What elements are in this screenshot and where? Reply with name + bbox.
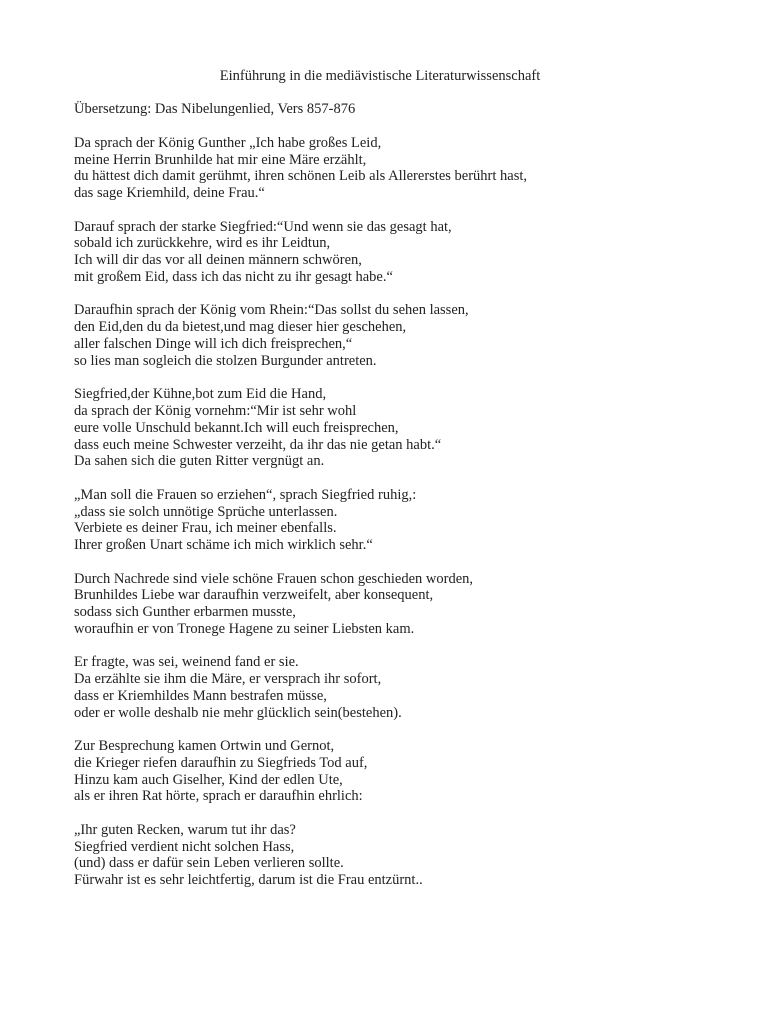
stanza	[74, 487, 734, 554]
verse-line: du hättest dich damit gerühmt, ihren schönen Leib als Allererstes berührt hast,	[74, 168, 528, 185]
verse-line: aller falschen Dinge will ich dich freisprechen,“	[74, 335, 353, 352]
verse-line: da sprach der König vornehm:“Mir ist sehr wohl	[74, 402, 357, 419]
verse-line: Ihrer großen Unart schäme ich mich wirklich sehr.“	[74, 537, 373, 554]
stanza	[74, 738, 734, 805]
stanza	[74, 571, 734, 638]
verse-line: dass euch meine Schwester verzeiht, da ihr das nie getan habt.“	[74, 436, 442, 453]
verse-line: Darauf sprach der starke Siegfried:“Und wenn sie das gesagt hat,	[74, 218, 452, 235]
verse-line: „Man soll die Frauen so erziehen“, sprach Siegfried ruhig,:	[74, 486, 417, 503]
verse-line: Verbiete es deiner Frau, ich meiner ebenfalls.	[74, 520, 337, 537]
verse-line: Siegfried,der Kühne,bot zum Eid die Hand,	[74, 386, 327, 403]
verse-line: Siegfried verdient nicht solchen Hass,	[74, 838, 295, 855]
verse-line: „Ihr guten Recken, warum tut ihr das?	[74, 821, 296, 838]
verse-line: mit großem Eid, dass ich das nicht zu ihr gesagt habe.“	[74, 268, 393, 285]
document-title: Einführung in die mediävistische Literaturwissenschaft	[219, 68, 541, 84]
stanza	[74, 135, 734, 202]
verse-line: Da erzählte sie ihm die Märe, er versprach ihr sofort,	[74, 671, 382, 688]
verse-line: Brunhildes Liebe war daraufhin verzweifelt, aber konsequent,	[74, 587, 434, 604]
stanza	[74, 654, 734, 721]
verse-line: als er ihren Rat hörte, sprach er daraufhin ehrlich:	[74, 788, 363, 805]
verse-line: (und) dass er dafür sein Leben verlieren sollte.	[74, 855, 344, 872]
verse-line: Er fragte, was sei, weinend fand er sie.	[74, 654, 299, 671]
verse-line: Durch Nachrede sind viele schöne Frauen schon geschieden worden,	[74, 570, 474, 587]
stanza-list	[74, 135, 734, 889]
verse-line: das sage Kriemhild, deine Frau.“	[74, 185, 265, 202]
document-body	[74, 101, 734, 906]
verse-line: Ich will dir das vor all deinen männern schwören,	[74, 252, 362, 269]
verse-line: Da sahen sich die guten Ritter vergnügt an.	[74, 453, 325, 470]
verse-line: oder er wolle deshalb nie mehr glücklich sein(bestehen).	[74, 704, 402, 721]
stanza	[74, 822, 734, 889]
verse-line: „dass sie solch unnötige Sprüche unterlassen.	[74, 503, 338, 520]
verse-line: so lies man sogleich die stolzen Burgunder antreten.	[74, 352, 377, 369]
stanza	[74, 302, 734, 369]
verse-line: sodass sich Gunther erbarmen musste,	[74, 604, 296, 621]
verse-line: sobald ich zurückkehre, wird es ihr Leidtun,	[74, 235, 331, 252]
verse-line: Zur Besprechung kamen Ortwin und Gernot,	[74, 738, 335, 755]
verse-line: eure volle Unschuld bekannt.Ich will euch freisprechen,	[74, 419, 399, 436]
verse-line: meine Herrin Brunhilde hat mir eine Märe erzählt,	[74, 151, 367, 168]
stanza	[74, 386, 734, 470]
verse-line: woraufhin er von Tronege Hagene zu seiner Liebsten kam.	[74, 620, 415, 637]
document-subtitle: Übersetzung: Das Nibelungenlied, Vers 857-876	[74, 101, 356, 117]
verse-line: Da sprach der König Gunther „Ich habe großes Leid,	[74, 134, 382, 151]
verse-line: dass er Kriemhildes Mann bestrafen müsse,	[74, 687, 327, 704]
verse-line: die Krieger riefen daraufhin zu Siegfrieds Tod auf,	[74, 754, 368, 771]
stanza	[74, 219, 734, 286]
verse-line: Daraufhin sprach der König vom Rhein:“Das sollst du sehen lassen,	[74, 302, 469, 319]
verse-line: den Eid,den du da bietest,und mag dieser hier geschehen,	[74, 319, 407, 336]
verse-line: Hinzu kam auch Giselher, Kind der edlen Ute,	[74, 771, 343, 788]
verse-line: Fürwahr ist es sehr leichtfertig, darum ist die Frau entzürnt..	[74, 872, 423, 889]
